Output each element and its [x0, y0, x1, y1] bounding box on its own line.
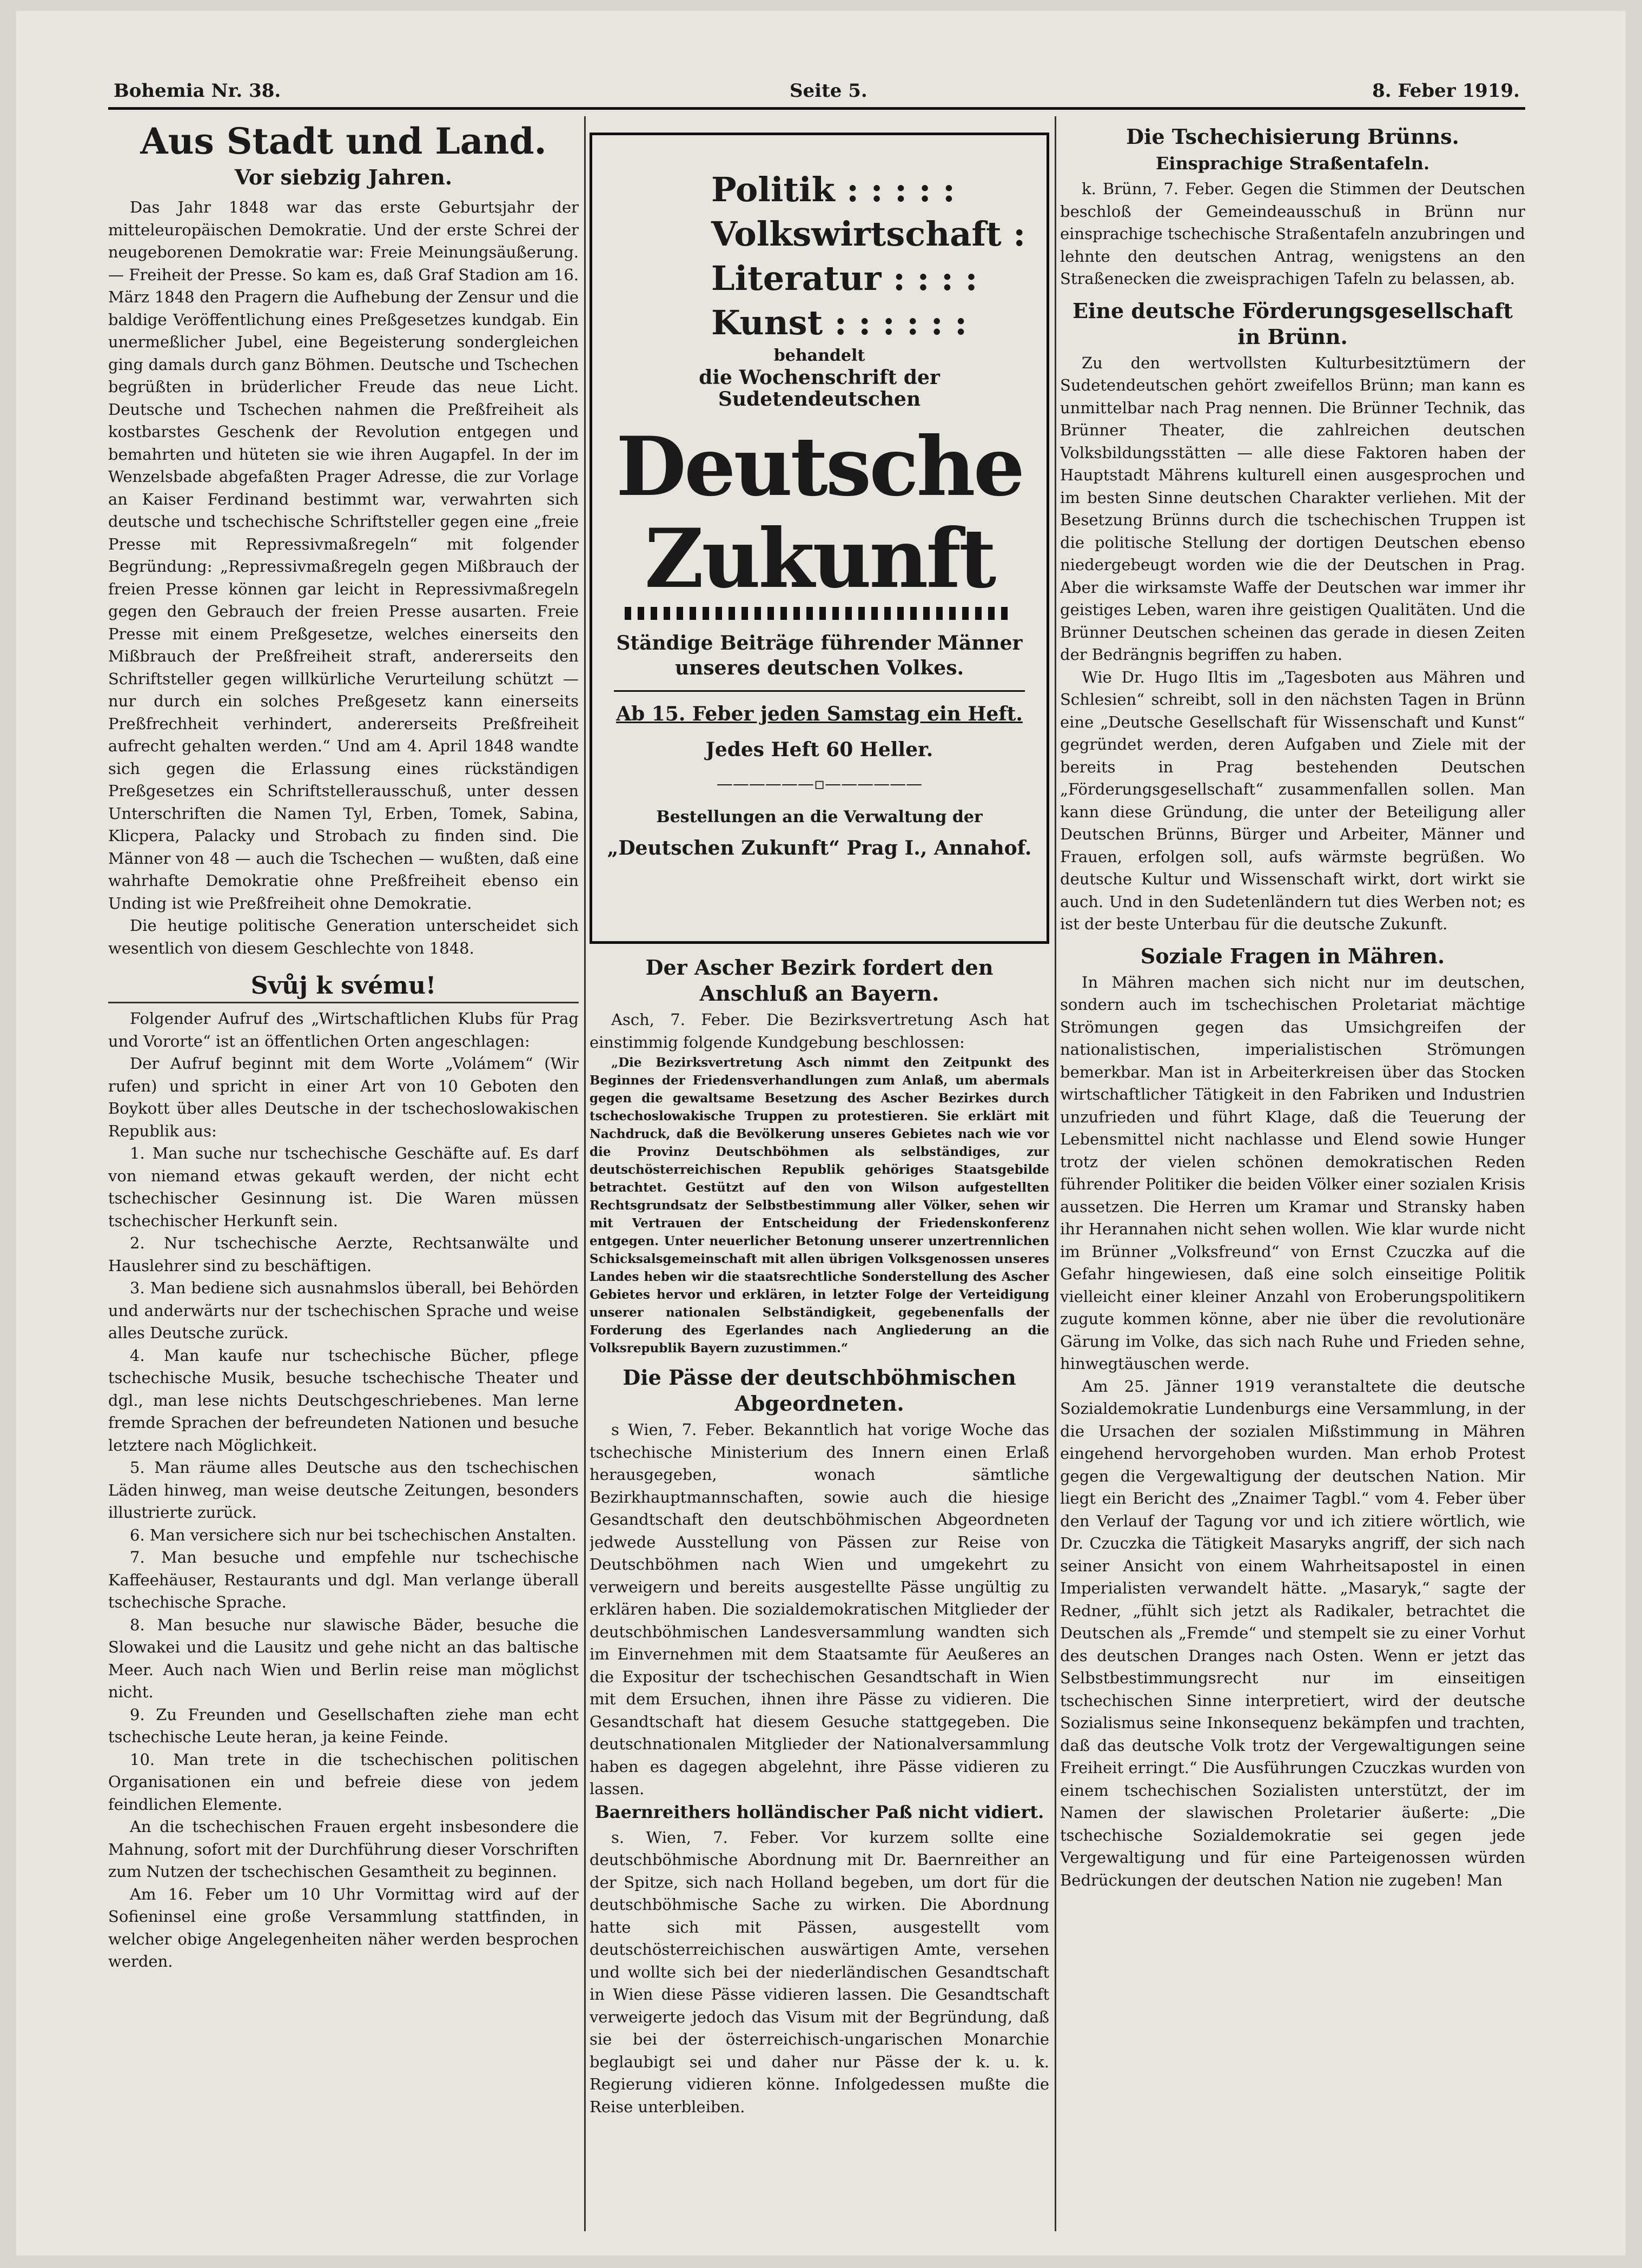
ad-topic-politik: Politik : : : : : [711, 170, 955, 209]
ad-publication-name: Deutsche Zukunft [615, 419, 1023, 606]
section-title: Aus Stadt und Land. [140, 120, 547, 162]
paragraph: 5. Man räume alles Deutsche aus den tschechischen Läden hinweg, man weise deutsche Zeitungen, besonders illustrierte zurück. [108, 1458, 579, 1522]
paragraph: s. Wien, 7. Feber. Vor kurzem sollte eine deutschböhmische Abordnung mit Dr. Baernreither an der Spitze, sich nach Holland begeben, um dort für die deutschböhmische Sache zu wirken. Die Abordnung hatte sich mit Pässen, ausgestellt vom deutschösterreichischen auswärtigen Amte, versehen und wollte sich bei der niederländischen Gesandtschaft in Wien diese Pässe vidieren lassen. Die Gesandtschaft verweigerte jedoch das Visum mit der Begründung, daß sie bei der österreichisch-ungarischen Monarchie beglaubigt sei und daher nur Pässe der k. u. k. Regierung vidieren könne. Infolgedessen mußte die Reise unterbleiben. [590, 1828, 1049, 2116]
article-subtitle-baernreither: Baernreithers holländischer Paß nicht vidiert. [594, 1801, 1044, 1822]
paragraph: Das Jahr 1848 war das erste Geburtsjahr der mitteleuropäischen Demokratie. Und der erste Schrei der neugeborenen Demokratie war: Freie Meinungsäußerung. — Freiheit der Presse. So kam es, daß Graf Stadion am 16. März 1848 den Pragern die Aufhebung der Zensur und die baldige Veröffentlichung eines Preßgesetzes kundgab. Ein unermeßlicher Jubel, eine Begeisterung sondergleichen ging damals durch ganz Böhmen. Deutsche und Tschechen begrüßten in brüderlicher Freude das neue Licht. Deutsche und Tschechen nahmen die Preßfreiheit als kostbarstes Geschenk der Revolution entgegen und bemahrten und hüteten sie wie ihren Augapfel. In der im Wenzelsbade abgefaßten Prager Adresse, die zur Vorlage an Kaiser Ferdinand bestimmt war, verwahrten sich deutsche und tschechische Schriftsteller gegen eine „freie Presse mit Repressivmaßregeln“ mit folgender Begründung: „Repressivmaßregeln gegen Mißbrauch der freien Presse können gar leicht in Repressivmaßregeln gegen den Gebrauch der freien Presse ausarten. Freie Presse mit einem Preßgesetze, welches einerseits den Mißbrauch der Preßfreiheit straft, andererseits den Schriftsteller gegen willkürliche Verurteilung schützt — nur durch ein solches Preßgesetz kann einerseits Preßfrechheit verhindert, andererseits Preßfreiheit aufrecht gehalten werden.“ Und am 4. April 1848 wandte sich gegen die Erlassung eines rückständigen Preßgesetzes ein Schriftstellerausschuß, unter dessen Unterschriften die Namen Tyl, Erben, Tomek, Sabina, Klicpera, Palacky und Strobach zu finden sind. Die Männer von 48 — auch die Tschechen — wußten, daß eine wahrhafte Demokratie ohne Preßfreiheit ebenso ein Unding ist wie Preßfreiheit ohne Demokratie. [108, 198, 579, 913]
article-title-paesse: Die Pässe der deutschböhmischen Abgeordneten. [623, 1365, 1016, 1416]
header-date: 8. Feber 1919. [1372, 80, 1520, 102]
ad-preis: Jedes Heft 60 Heller. [705, 738, 933, 761]
article-title-siebzig: Vor siebzig Jahren. [234, 165, 453, 189]
paragraph: In Mähren machen sich nicht nur im deutschen, sondern auch im tschechischen Proletariat mächtige Strömungen gegen das Umsichgreifen der nationalistischen, imperialistischen Strömungen bemerkbar. Man ist in Arbeiterkreisen über das Stocken wirtschaftlicher Tätigkeit in den Fabriken und Industrien unzufrieden und führt Klage, daß die Teuerung der Lebensmittel nicht nachlasse und Elend sowie Hunger trotz der vielen schönen demokratischen Reden führender Politiker die beiden Völker einer sozialen Krisis aussetzen. Die Herren um Kramar und Stransky haben ihr Herannahen nicht sehen wollen. Wie klar wurde nicht im Brünner „Volksfreund“ von Ernst Czuczka auf die Gefahr hingewiesen, daß eine solch einseitige Politik vielleicht einer kleiner Anzahl von Eroberungspolitikern zugute kommen könne, aber nie über die revolutionäre Gärung im Volke, das sich nach Ruhe und Frieden sehne, hinwegtäuschen werde. [1060, 973, 1525, 1373]
column-rule-2 [1055, 116, 1056, 2231]
paragraph: k. Brünn, 7. Feber. Gegen die Stimmen der Deutschen beschloß der Gemeindeausschuß in Brünn nur einsprachige tschechische Straßentafeln anzubringen und lehnte den deutschen Antrag, wenigstens an den Straßenecken die zweisprachigen Tafeln zu belassen, ab. [1060, 180, 1525, 288]
paragraph: Folgender Aufruf des „Wirtschaftlichen Klubs für Prag und Vororte“ ist an öffentlichen Orten angeschlagen: [108, 1009, 579, 1050]
ad-topic-kunst: Kunst : : : : : : [711, 303, 968, 342]
ad-ornament-square: ——————▫—————— [716, 775, 923, 794]
article-title-soziale-fragen: Soziale Fragen in Mähren. [1140, 943, 1445, 968]
column-1 [108, 116, 579, 2237]
paragraph: Wie Dr. Hugo Iltis im „Tagesboten aus Mähren und Schlesien“ schreibt, soll in den nächsten Tagen in Brünn eine „Deutsche Gesellschaft für Wissenschaft und Kunst“ gegründet werden, deren Aufgaben und Ziele mit der bereits in Prag bestehenden Deutschen „Förderungsgesellschaft“ zusammenfallen sollen. Man kann diese Gründung, die unter der Beteiligung aller Deutschen Brünns, Bürger und Arbeiter, Männer und Frauen, erfolgen soll, aufs wärmste begrüßen. Wo deutsche Kultur und Wissenschaft wirkt, dort wirkt sie auch. Und in den Sudetenländern tut dies Werben not; es ist der beste Unterbau für die deutsche Zukunft. [1060, 667, 1525, 933]
header-paper-name: Bohemia Nr. 38. [114, 80, 281, 102]
advertisement-box [590, 133, 1049, 944]
paragraph: 9. Zu Freunden und Gesellschaften ziehe man echt tschechische Leute heran, ja keine Feinde. [108, 1705, 579, 1746]
article-title-foerderungsgesellschaft: Eine deutsche Förderungsgesellschaft in Brünn. [1072, 298, 1513, 349]
ad-bestellung-line1: Bestellungen an die Verwaltung der [656, 807, 983, 826]
ad-beitraege-line2: unseres deutschen Volkes. [674, 657, 964, 679]
ad-erscheinung: Ab 15. Feber jeden Samstag ein Heft. [616, 703, 1023, 725]
column-3 [1060, 116, 1525, 2237]
newspaper-page [16, 11, 1626, 2256]
paragraph: Der Aufruf beginnt mit dem Worte „Volámem“ (Wir rufen) und spricht in einer Art von 10 Geboten den Boykott über alles Deutsche in der tschechoslowakischen Republik aus: [108, 1054, 579, 1140]
column-rule-1 [584, 116, 586, 2231]
paragraph: 10. Man trete in die tschechischen politischen Organisationen ein und befreie diese von jedem feindlichen Elemente. [108, 1750, 579, 1814]
paragraph: Asch, 7. Feber. Die Bezirksvertretung Asch hat einstimmig folgende Kundgebung beschlossen: [590, 1010, 1049, 1052]
article-title-tschechisierung: Die Tschechisierung Brünns. [1126, 124, 1459, 149]
ad-topic-volkswirtschaft: Volkswirtschaft : [711, 214, 1026, 254]
paragraph: An die tschechischen Frauen ergeht insbesondere die Mahnung, sofort mit der Durchführung dieser Vorschriften zum Nutzen der tschechischen Gesamtheit zu beginnen. [108, 1817, 579, 1881]
paragraph: 8. Man besuche nur slawische Bäder, besuche die Slowakei und die Lausitz und gehe nicht an das baltische Meer. Auch nach Wien und Berlin reise man möglichst nicht. [108, 1615, 579, 1701]
paragraph: 1. Man suche nur tschechische Geschäfte auf. Es darf von niemand etwas gekauft werden, der nicht echt tschechischer Gesinnung ist. Die Waren müssen tschechischer Herkunft sein. [108, 1144, 579, 1230]
header-rule [108, 107, 1525, 110]
paragraph: 7. Man besuche und empfehle nur tschechische Kaffeehäuser, Restaurants und dgl. Man verlange überall tschechische Sprache. [108, 1548, 579, 1611]
paragraph: Am 16. Feber um 10 Uhr Vormittag wird auf der Sofieninsel eine große Versammlung stattfinden, in welcher obige Angelegenheiten näher werden besprochen werden. [108, 1885, 579, 1971]
paragraph: s Wien, 7. Feber. Bekanntlich hat vorige Woche das tschechische Ministerium des Innern einen Erlaß herausgegeben, wonach sämtliche Bezirkhauptmannschaften, sowie auch die hiesige Gesandtschaft den deutschböhmischen Abgeordneten jedwede Ausstellung von Pässen zur Reise von Deutschböhmen nach Wien und umgekehrt zu verweigern und bereits ausgestellte Pässe ungültig zu erklären haben. Die sozialdemokratischen Mitglieder der deutschböhmischen Landesversammlung wandten sich im Einvernehmen mit dem Staatsamte für Aeußeres an die Expositur der tschechischen Gesandtschaft in Wien mit dem Ersuchen, ihnen ihre Pässe zu vidieren. Die Gesandtschaft hat diesem Gesuche stattgegeben. Die deutschnationalen Mitglieder der Nationalversammlung haben es dagegen abgelehnt, ihre Pässe vidieren zu lassen. [590, 1420, 1049, 1798]
paragraph: 4. Man kaufe nur tschechische Bücher, pflege tschechische Musik, besuche tschechische Theater und dgl., man lese nichts Deutschgeschriebenes. Man lerne fremde Sprachen der befreundeten Nationen und besuche letztere nach Möglichkeit. [108, 1346, 579, 1454]
ad-divider [614, 690, 1025, 692]
paragraph: Die heutige politische Generation unterscheidet sich wesentlich von diesem Geschlechte von 1848. [108, 916, 579, 957]
ad-topic-literatur: Literatur : : : : [711, 259, 978, 298]
paragraph: Zu den wertvollsten Kulturbesitztümern der Sudetendeutschen gehört zweifellos Brünn; man kann es unmittelbar nach Prag nennen. Die Brünner Technik, das Brünner Theater, die zahlreichen deutschen Volksbildungsstätten — alle diese Faktoren haben der Hauptstadt Mährens kulturell einen ausgesprochen und im besten Sinne deutschen Charakter verliehen. Mit der Besetzung Brünns durch die tschechischen Truppen ist die politische Stellung der dortigen Deutschen ebenso niedergebeugt worden wie die der Deutschen in Prag. Aber die wirksamste Waffe der Deutschen war immer ihr geistiges Leben, waren ihre geistigen Qualitäten. Und die Brünner Deutschen scheinen das gerade in diesen Zeiten der Bedrängnis begriffen zu haben. [1060, 353, 1525, 664]
article-subtitle-strassentafeln: Einsprachige Straßentafeln. [1155, 153, 1430, 174]
ad-beitraege-line1: Ständige Beiträge führender Männer [616, 632, 1023, 654]
header-page-number: Seite 5. [790, 80, 868, 102]
article-title-svuj: Svůj k svému! [108, 970, 579, 1003]
ad-behandelt: behandelt [773, 346, 865, 365]
ad-bestellung-line2: „Deutschen Zukunft“ Prag I., Annahof. [607, 836, 1032, 859]
column-2 [590, 116, 1049, 2237]
ad-ornament-zigzag [625, 607, 1014, 620]
running-header [114, 80, 1520, 118]
paragraph: Am 25. Jänner 1919 veranstaltete die deutsche Sozialdemokratie Lundenburgs eine Versammlung, in der die Ursachen der sozialen Mißstimmung in Mähren eingehend hervorgehoben wurden. Man erhob Protest gegen die Vergewaltigung der deutschen Nation. Mir liegt ein Bericht des „Znaimer Tagbl.“ vom 4. Feber über den Verlauf der Tagung vor und ich zitiere wörtlich, wie Dr. Czuczka die Tätigkeit Masaryks angriff, der sich nach seiner Ansicht von einem Wahrheitsapostel in einen Imperialisten verwandelt hätte. „Masaryk,“ sagte der Redner, „fühlt sich jetzt als Radikaler, betrachtet die Deutschen als „Fremde“ und stempelt sie zu einer Vorhut des deutschen Dranges nach Osten. Wenn er jetzt das Selbstbestimmungsrecht nur im einseitigen tschechischen Sinne interpretiert, wird der deutsche Sozialismus seine Inkonsequenz bekämpfen und trachten, daß das deutsche Volk trotz der Vergewaltigungen seine Freiheit erringt.“ Die Ausführungen Czuczkas wurden von einem tschechischen Sozialisten unterstützt, der im Namen der slawischen Proletarier äußerte: „Die tschechische Sozialdemokratie sei gegen jede Vergewaltigung und für eine Parteigenossen würden Bedrückungen der deutschen Nation nie zugeben! Man [1060, 1377, 1525, 1889]
article-title-asch: Der Ascher Bezirk fordert den Anschluß an Bayern. [645, 955, 994, 1006]
paragraph: 6. Man versichere sich nur bei tschechischen Anstalten. [130, 1525, 577, 1544]
paragraph: 3. Man bediene sich ausnahmslos überall, bei Behörden und anderwärts nur der tschechischen Sprache und weise alles Deutsche zurück. [108, 1279, 579, 1342]
ad-wochenschrift: die Wochenschrift der Sudetendeutschen [699, 366, 940, 411]
paragraph: 2. Nur tschechische Aerzte, Rechtsanwälte und Hauslehrer sind zu beschäftigen. [108, 1234, 579, 1275]
quote-kundgebung: „Die Bezirksvertretung Asch nimmt den Zeitpunkt des Beginnes der Friedensverhandlungen zum Anlaß, um abermals gegen die gewaltsame Besetzung des Ascher Bezirkes durch tschechoslowakische Truppen zu protestieren. Sie erklärt mit Nachdruck, daß die Bevölkerung unseres Gebietes nach wie vor die Provinz Deutschböhmen als selbständiges, zur deutschösterreichischen Republik gehöriges Staatsgebilde betrachtet. Gestützt auf den von Wilson aufgestellten Rechtsgrundsatz der Selbstbestimmung aller Völker, sehen wir mit Vertrauen der Entscheidung der Friedenskonferenz entgegen. Unter neuerlicher Betonung unserer unzertrennlichen Schicksalsgemeinschaft mit allen übrigen Volksgenossen unseres Landes heben wir die staatsrechtliche Sonderstellung des Ascher Gebietes hervor und erklären, in letzter Folge der Verteidigung unserer nationalen Selbständigkeit, gegebenenfalls der Forderung des Egerlandes nach Angliederung an die Volksrepublik Bayern zuzustimmen.“ [590, 1055, 1049, 1355]
